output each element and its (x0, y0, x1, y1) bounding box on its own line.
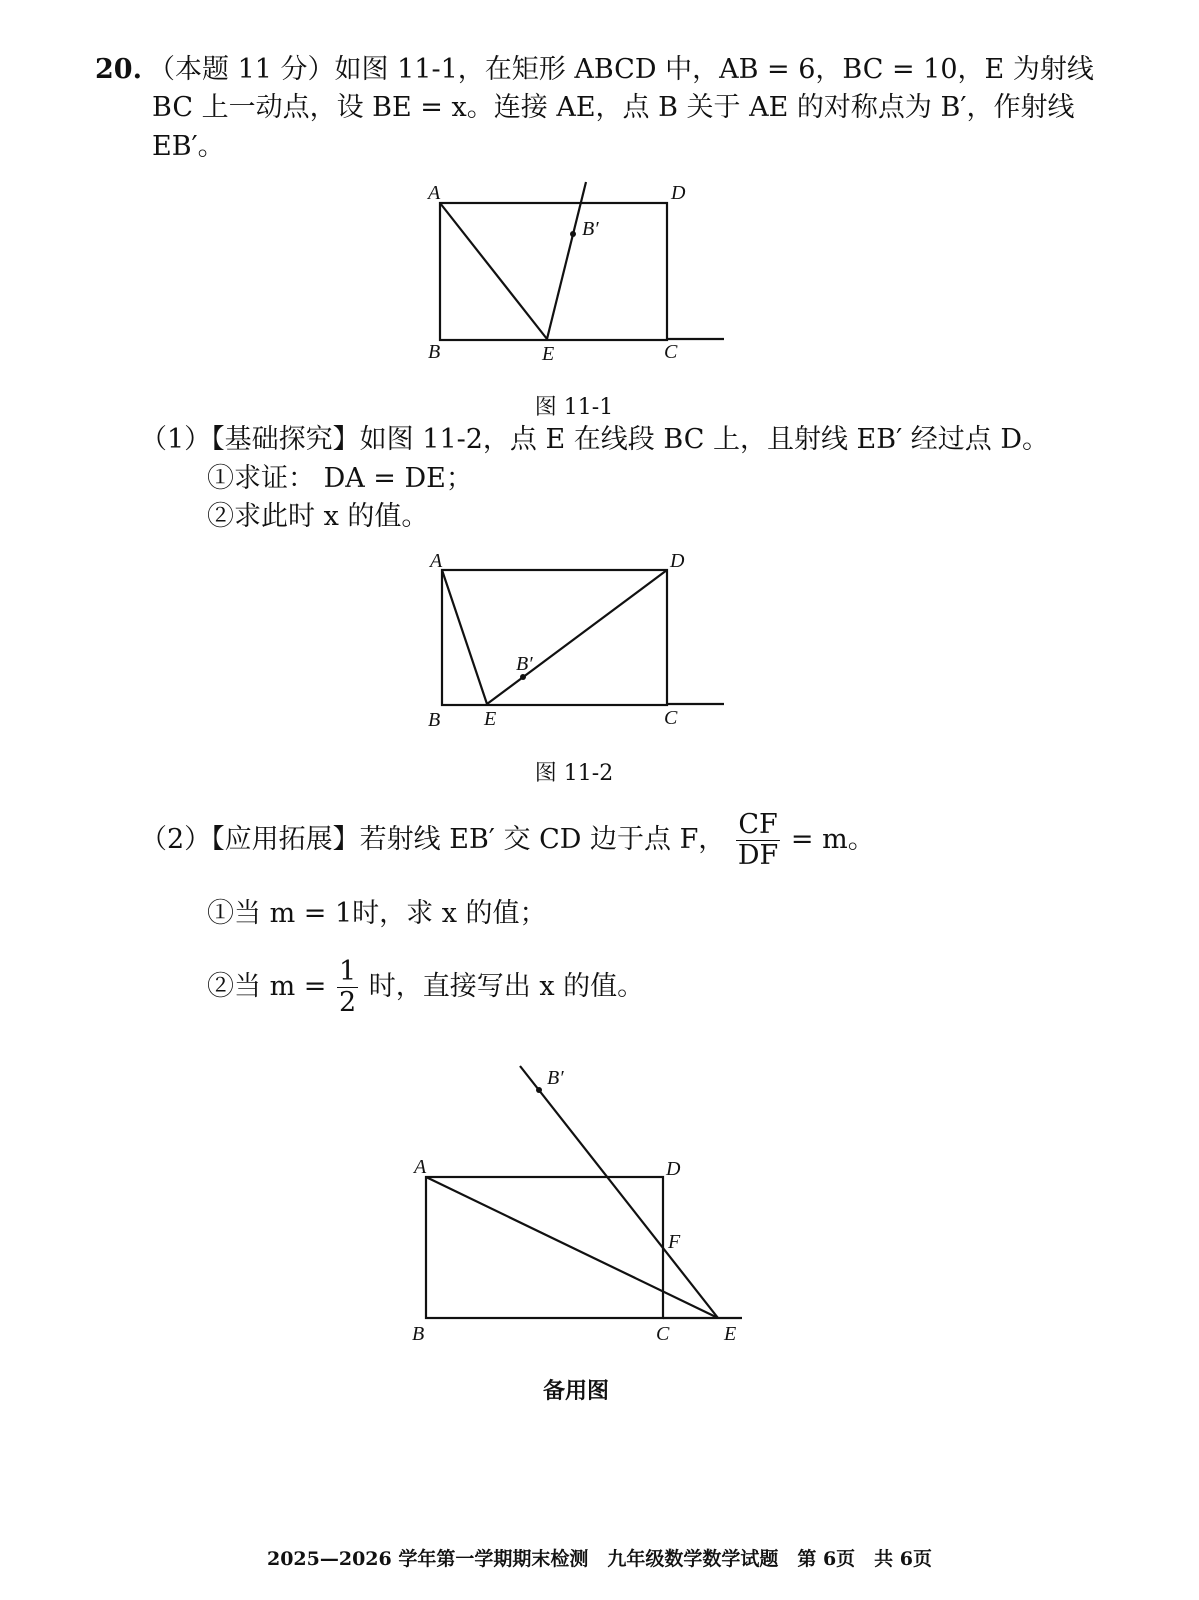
label-e: E (484, 708, 497, 730)
label-b-prime: B′ (582, 218, 599, 240)
label-c: C (664, 707, 678, 729)
backup-figure-caption: 备用图 (542, 1378, 609, 1404)
fraction-numerator: CF (736, 810, 780, 841)
fraction-denominator: 2 (338, 987, 357, 1018)
point-b-prime (536, 1087, 542, 1093)
label-c: C (664, 341, 678, 363)
label-a: A (430, 550, 443, 572)
part2-item2-pre: ②当 m = (207, 971, 327, 1002)
rectangle-abcd (426, 1177, 663, 1318)
part2-heading-text: （2）【应用拓展】若射线 EB′ 交 CD 边于点 F， (140, 824, 726, 855)
page-footer: 2025—2026 学年第一学期期末检测 九年级数学数学试题 第 6页 共 6页 (266, 1548, 933, 1570)
label-b: B (412, 1323, 425, 1345)
label-b-prime: B′ (547, 1067, 564, 1089)
question-stem-line-3: EB′。 (152, 131, 225, 162)
label-b-prime: B′ (516, 653, 533, 675)
part1-item2: ②求此时 x 的值。 (207, 501, 429, 532)
label-e: E (542, 343, 555, 365)
fraction-denominator: DF (737, 840, 779, 871)
part2-item2-post: 时，直接写出 x 的值。 (368, 971, 645, 1002)
question-stem-line-1: （本题 11 分）如图 11-1，在矩形 ABCD 中，AB = 6，BC = 10，E 为射线 (148, 54, 1094, 85)
label-b: B (428, 341, 441, 363)
label-a: A (414, 1156, 427, 1178)
label-e: E (724, 1323, 737, 1345)
part2-item1: ①当 m = 1时，求 x 的值； (207, 898, 547, 929)
question-stem-line-2: BC 上一动点，设 BE = x。连接 AE，点 B 关于 AE 的对称点为 B′，作射线 (152, 92, 1075, 123)
label-b: B (428, 709, 441, 731)
label-d: D (666, 1158, 681, 1180)
label-d: D (671, 182, 686, 204)
label-c: C (656, 1323, 670, 1345)
figure-11-2-caption: 图 11-2 (534, 761, 614, 786)
part2-heading-tail: = m。 (790, 824, 875, 855)
part1-item1: ①求证： DA = DE； (207, 463, 473, 494)
ray-eb-prime (520, 1066, 718, 1318)
figure-11-1-caption: 图 11-1 (534, 395, 614, 420)
label-a: A (428, 182, 441, 204)
part1-heading: （1）【基础探究】如图 11-2，点 E 在线段 BC 上，且射线 EB′ 经过点 D。 (140, 424, 1050, 455)
label-f: F (668, 1231, 681, 1253)
label-d: D (670, 550, 685, 572)
fraction-numerator: 1 (338, 956, 357, 987)
question-number: 20. (95, 54, 142, 85)
